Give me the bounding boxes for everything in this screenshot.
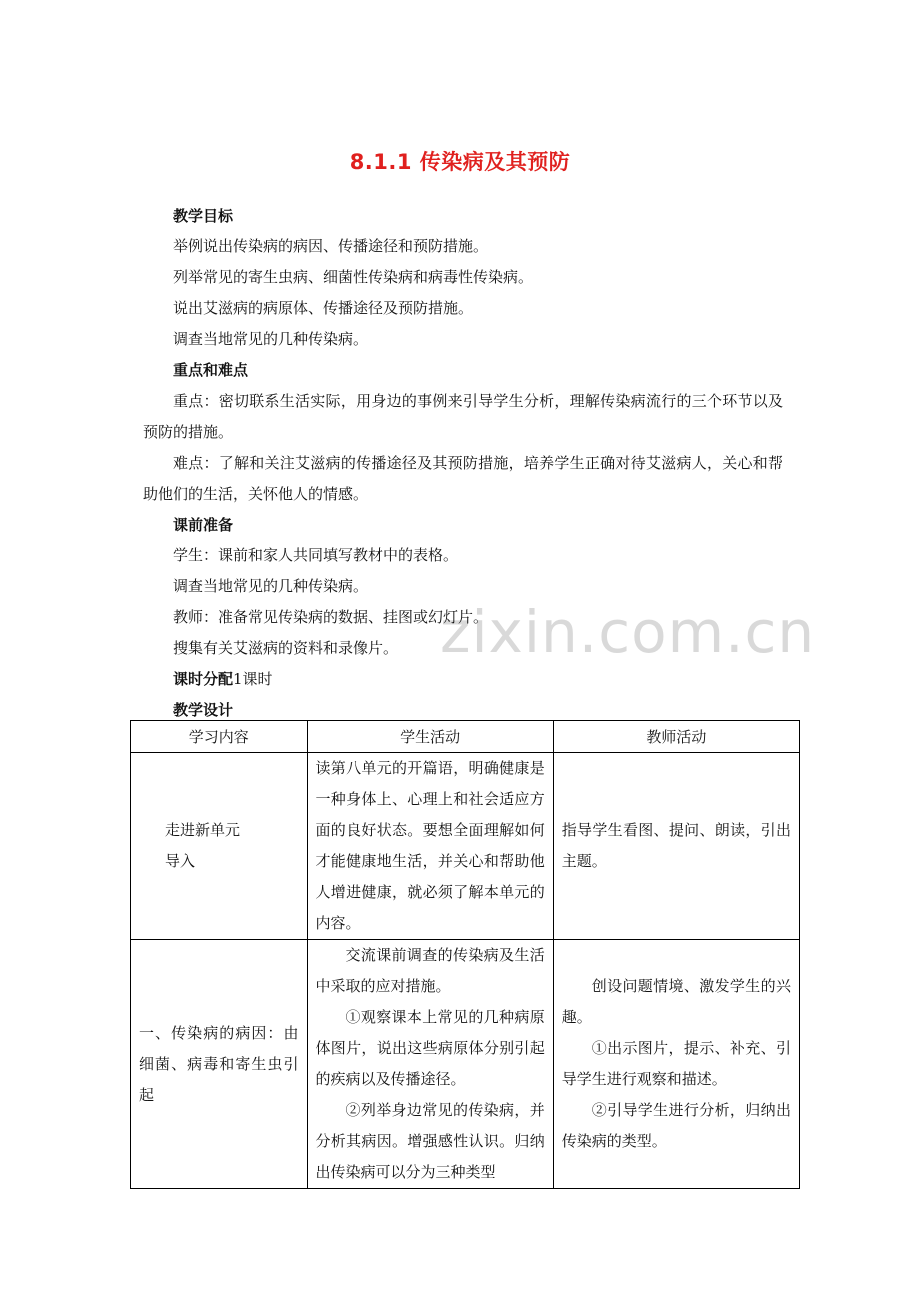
table-row — [131, 753, 800, 940]
student-text: 交流课前调查的传染病及生活中采取的应对措施。 — [315, 946, 545, 995]
watermark-text: zixin.com.cn — [440, 598, 816, 666]
student-text: ②列举身边常见的传染病，并分析其病因。增强感性认识。归纳出传染病可以分为三种类型 — [315, 1101, 545, 1181]
time-allocation — [173, 669, 273, 689]
prep-item: 搜集有关艾滋病的资料和录像片。 — [173, 639, 399, 657]
header-student: 学生活动 — [307, 721, 553, 753]
heading-preparation: 课前准备 — [173, 516, 234, 534]
goal-item: 调查当地常见的几种传染病。 — [173, 330, 369, 348]
student-text: 读第八单元的开篇语，明确健康是一种身体上、心理上和社会适应方面的良好状态。要想全面理解如何才能健康地生活，并关心和帮助他人增进健康，就必须了解本单元的内容。 — [315, 759, 545, 932]
goal-item: 列举常见的寄生虫病、细菌性传染病和病毒性传染病。 — [173, 268, 534, 286]
student-text: ①观察课本上常见的几种病原体图片，说出这些病原体分别引起的疾病以及传播途径。 — [315, 1008, 545, 1088]
time-value: 1课时 — [233, 670, 273, 688]
heading-key-points: 重点和难点 — [173, 361, 249, 379]
goal-item: 举例说出传染病的病因、传播途径和预防措施。 — [173, 237, 489, 255]
table-header-row — [131, 721, 800, 753]
teacher-text: ①出示图片，提示、补充、引导学生进行观察和描述。 — [561, 1039, 791, 1088]
row-content-cell — [131, 753, 308, 940]
difficulty-paragraph: 难点：了解和关注艾滋病的传播途径及其预防措施，培养学生正确对待艾滋病人，关心和帮助他们的生活，关怀他人的情感。 — [143, 454, 783, 503]
document-title: 8.1.1 传染病及其预防 — [349, 150, 571, 174]
header-content: 学习内容 — [131, 721, 308, 753]
teacher-text: 指导学生看图、提问、朗读，引出主题。 — [561, 821, 791, 870]
header-teacher: 教师活动 — [553, 721, 799, 753]
teacher-text: 创设问题情境、激发学生的兴趣。 — [561, 977, 791, 1026]
heading-design: 教学设计 — [173, 701, 234, 719]
row-content-cell — [131, 940, 308, 1189]
heading-time: 课时分配 — [173, 670, 234, 688]
row-teacher-cell — [553, 753, 799, 940]
row-student-cell — [307, 940, 553, 1189]
prep-item: 教师：准备常见传染病的数据、挂图或幻灯片。 — [173, 608, 489, 626]
content-line: 一、传染病的病因：由细菌、病毒和寄生虫引起 — [139, 1023, 299, 1104]
row-teacher-cell — [553, 940, 799, 1189]
table-row — [131, 940, 800, 1189]
content-line: 导入 — [165, 852, 196, 870]
focus-paragraph: 重点：密切联系生活实际，用身边的事例来引导学生分析，理解传染病流行的三个环节以及预防的措施。 — [143, 392, 783, 441]
prep-item: 学生：课前和家人共同填写教材中的表格。 — [173, 546, 459, 564]
content-line: 走进新单元 — [165, 821, 241, 839]
heading-goals: 教学目标 — [173, 207, 234, 225]
prep-item: 调查当地常见的几种传染病。 — [173, 577, 369, 595]
teacher-text: ②引导学生进行分析，归纳出传染病的类型。 — [561, 1101, 791, 1150]
teaching-design-table — [130, 720, 800, 1189]
goal-item: 说出艾滋病的病原体、传播途径及预防措施。 — [173, 299, 474, 317]
row-student-cell — [307, 753, 553, 940]
